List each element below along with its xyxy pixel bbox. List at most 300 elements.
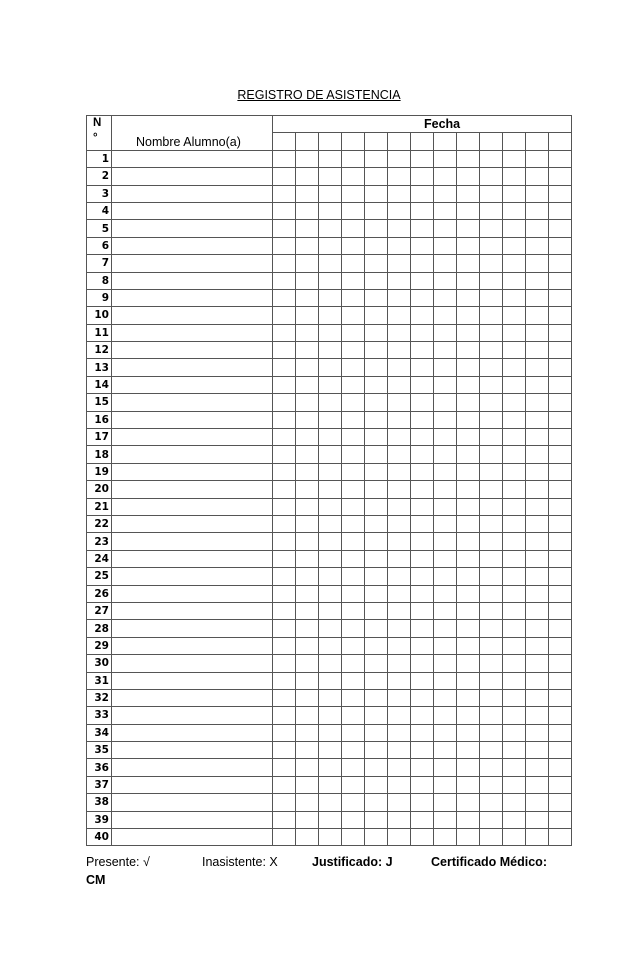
attendance-cell[interactable] [365,307,388,324]
attendance-cell[interactable] [319,394,342,411]
attendance-cell[interactable] [388,255,411,272]
student-name-cell[interactable] [112,411,273,428]
attendance-cell[interactable] [503,498,526,515]
attendance-cell[interactable] [434,637,457,654]
attendance-cell[interactable] [480,394,503,411]
attendance-cell[interactable] [388,811,411,828]
attendance-cell[interactable] [296,811,319,828]
attendance-cell[interactable] [296,237,319,254]
date-cell-header[interactable] [365,133,388,150]
attendance-cell[interactable] [457,637,480,654]
attendance-cell[interactable] [480,150,503,167]
attendance-cell[interactable] [273,463,296,480]
attendance-cell[interactable] [296,707,319,724]
attendance-cell[interactable] [503,307,526,324]
attendance-cell[interactable] [457,568,480,585]
attendance-cell[interactable] [411,394,434,411]
attendance-cell[interactable] [273,689,296,706]
attendance-cell[interactable] [411,376,434,393]
attendance-cell[interactable] [526,429,549,446]
attendance-cell[interactable] [388,776,411,793]
attendance-cell[interactable] [457,272,480,289]
attendance-cell[interactable] [296,515,319,532]
attendance-cell[interactable] [480,515,503,532]
attendance-cell[interactable] [434,550,457,567]
attendance-cell[interactable] [549,324,572,341]
attendance-cell[interactable] [319,707,342,724]
attendance-cell[interactable] [434,533,457,550]
attendance-cell[interactable] [273,307,296,324]
attendance-cell[interactable] [365,168,388,185]
attendance-cell[interactable] [319,759,342,776]
attendance-cell[interactable] [388,150,411,167]
student-name-cell[interactable] [112,759,273,776]
student-name-cell[interactable] [112,811,273,828]
attendance-cell[interactable] [411,724,434,741]
attendance-cell[interactable] [365,342,388,359]
attendance-cell[interactable] [434,394,457,411]
attendance-cell[interactable] [503,811,526,828]
attendance-cell[interactable] [480,620,503,637]
attendance-cell[interactable] [434,324,457,341]
attendance-cell[interactable] [342,620,365,637]
attendance-cell[interactable] [296,220,319,237]
attendance-cell[interactable] [319,672,342,689]
attendance-cell[interactable] [319,533,342,550]
attendance-cell[interactable] [503,602,526,619]
attendance-cell[interactable] [457,342,480,359]
attendance-cell[interactable] [480,255,503,272]
attendance-cell[interactable] [273,168,296,185]
attendance-cell[interactable] [526,672,549,689]
attendance-cell[interactable] [273,220,296,237]
attendance-cell[interactable] [457,481,480,498]
attendance-cell[interactable] [549,272,572,289]
attendance-cell[interactable] [480,568,503,585]
student-name-cell[interactable] [112,742,273,759]
student-name-cell[interactable] [112,342,273,359]
attendance-cell[interactable] [388,185,411,202]
student-name-cell[interactable] [112,324,273,341]
date-cell-header[interactable] [549,133,572,150]
attendance-cell[interactable] [526,602,549,619]
attendance-cell[interactable] [457,776,480,793]
attendance-cell[interactable] [503,463,526,480]
attendance-cell[interactable] [549,759,572,776]
attendance-cell[interactable] [365,811,388,828]
attendance-cell[interactable] [526,446,549,463]
attendance-cell[interactable] [411,759,434,776]
attendance-cell[interactable] [342,707,365,724]
attendance-cell[interactable] [388,202,411,219]
attendance-cell[interactable] [411,359,434,376]
attendance-cell[interactable] [503,481,526,498]
attendance-cell[interactable] [434,185,457,202]
attendance-cell[interactable] [457,550,480,567]
attendance-cell[interactable] [549,811,572,828]
attendance-cell[interactable] [319,202,342,219]
attendance-cell[interactable] [549,237,572,254]
attendance-cell[interactable] [411,463,434,480]
attendance-cell[interactable] [319,776,342,793]
attendance-cell[interactable] [319,185,342,202]
attendance-cell[interactable] [342,655,365,672]
attendance-cell[interactable] [319,237,342,254]
attendance-cell[interactable] [296,324,319,341]
attendance-cell[interactable] [342,550,365,567]
attendance-cell[interactable] [365,289,388,306]
attendance-cell[interactable] [296,672,319,689]
attendance-cell[interactable] [457,220,480,237]
attendance-cell[interactable] [434,794,457,811]
student-name-cell[interactable] [112,359,273,376]
attendance-cell[interactable] [342,463,365,480]
student-name-cell[interactable] [112,602,273,619]
attendance-cell[interactable] [480,759,503,776]
date-cell-header[interactable] [526,133,549,150]
attendance-cell[interactable] [549,533,572,550]
attendance-cell[interactable] [457,585,480,602]
attendance-cell[interactable] [365,429,388,446]
student-name-cell[interactable] [112,672,273,689]
attendance-cell[interactable] [434,446,457,463]
attendance-cell[interactable] [342,481,365,498]
attendance-cell[interactable] [457,811,480,828]
attendance-cell[interactable] [273,672,296,689]
attendance-cell[interactable] [342,411,365,428]
attendance-cell[interactable] [549,168,572,185]
attendance-cell[interactable] [319,307,342,324]
attendance-cell[interactable] [503,185,526,202]
attendance-cell[interactable] [388,759,411,776]
attendance-cell[interactable] [549,359,572,376]
attendance-cell[interactable] [342,394,365,411]
attendance-cell[interactable] [296,776,319,793]
attendance-cell[interactable] [503,150,526,167]
attendance-cell[interactable] [457,655,480,672]
attendance-cell[interactable] [434,463,457,480]
attendance-cell[interactable] [411,202,434,219]
attendance-cell[interactable] [480,446,503,463]
attendance-cell[interactable] [434,237,457,254]
attendance-cell[interactable] [273,776,296,793]
attendance-cell[interactable] [388,463,411,480]
student-name-cell[interactable] [112,515,273,532]
attendance-cell[interactable] [273,498,296,515]
attendance-cell[interactable] [273,568,296,585]
attendance-cell[interactable] [388,742,411,759]
attendance-cell[interactable] [457,602,480,619]
attendance-cell[interactable] [480,220,503,237]
attendance-cell[interactable] [342,637,365,654]
attendance-cell[interactable] [411,498,434,515]
attendance-cell[interactable] [480,533,503,550]
attendance-cell[interactable] [388,498,411,515]
attendance-cell[interactable] [365,550,388,567]
attendance-cell[interactable] [480,481,503,498]
attendance-cell[interactable] [296,394,319,411]
attendance-cell[interactable] [526,637,549,654]
attendance-cell[interactable] [296,829,319,846]
attendance-cell[interactable] [319,811,342,828]
attendance-cell[interactable] [526,185,549,202]
attendance-cell[interactable] [365,672,388,689]
attendance-cell[interactable] [457,724,480,741]
date-cell-header[interactable] [503,133,526,150]
attendance-cell[interactable] [273,655,296,672]
attendance-cell[interactable] [457,411,480,428]
student-name-cell[interactable] [112,620,273,637]
attendance-cell[interactable] [411,446,434,463]
attendance-cell[interactable] [526,463,549,480]
attendance-cell[interactable] [457,742,480,759]
attendance-cell[interactable] [411,220,434,237]
attendance-cell[interactable] [365,707,388,724]
attendance-cell[interactable] [296,550,319,567]
attendance-cell[interactable] [388,446,411,463]
attendance-cell[interactable] [503,255,526,272]
attendance-cell[interactable] [526,202,549,219]
attendance-cell[interactable] [319,446,342,463]
attendance-cell[interactable] [319,324,342,341]
attendance-cell[interactable] [273,811,296,828]
attendance-cell[interactable] [549,550,572,567]
attendance-cell[interactable] [434,742,457,759]
attendance-cell[interactable] [273,829,296,846]
attendance-cell[interactable] [273,272,296,289]
attendance-cell[interactable] [434,498,457,515]
attendance-cell[interactable] [457,168,480,185]
attendance-cell[interactable] [296,359,319,376]
attendance-cell[interactable] [319,272,342,289]
attendance-cell[interactable] [526,620,549,637]
attendance-cell[interactable] [388,289,411,306]
attendance-cell[interactable] [388,568,411,585]
attendance-cell[interactable] [388,672,411,689]
attendance-cell[interactable] [503,429,526,446]
attendance-cell[interactable] [411,324,434,341]
attendance-cell[interactable] [457,829,480,846]
attendance-cell[interactable] [388,220,411,237]
attendance-cell[interactable] [273,394,296,411]
attendance-cell[interactable] [526,794,549,811]
attendance-cell[interactable] [503,724,526,741]
attendance-cell[interactable] [549,255,572,272]
attendance-cell[interactable] [342,811,365,828]
attendance-cell[interactable] [480,411,503,428]
attendance-cell[interactable] [503,237,526,254]
attendance-cell[interactable] [411,672,434,689]
student-name-cell[interactable] [112,829,273,846]
attendance-cell[interactable] [503,272,526,289]
attendance-cell[interactable] [365,463,388,480]
attendance-cell[interactable] [457,498,480,515]
student-name-cell[interactable] [112,533,273,550]
attendance-cell[interactable] [342,237,365,254]
attendance-cell[interactable] [549,202,572,219]
attendance-cell[interactable] [365,202,388,219]
attendance-cell[interactable] [503,515,526,532]
attendance-cell[interactable] [549,411,572,428]
attendance-cell[interactable] [365,620,388,637]
attendance-cell[interactable] [342,168,365,185]
attendance-cell[interactable] [549,620,572,637]
attendance-cell[interactable] [273,202,296,219]
attendance-cell[interactable] [434,150,457,167]
student-name-cell[interactable] [112,289,273,306]
attendance-cell[interactable] [342,324,365,341]
attendance-cell[interactable] [480,550,503,567]
attendance-cell[interactable] [388,602,411,619]
attendance-cell[interactable] [296,794,319,811]
attendance-cell[interactable] [434,672,457,689]
attendance-cell[interactable] [365,759,388,776]
attendance-cell[interactable] [296,272,319,289]
attendance-cell[interactable] [434,481,457,498]
student-name-cell[interactable] [112,272,273,289]
attendance-cell[interactable] [273,533,296,550]
attendance-cell[interactable] [296,533,319,550]
attendance-cell[interactable] [549,742,572,759]
attendance-cell[interactable] [273,376,296,393]
attendance-cell[interactable] [549,724,572,741]
attendance-cell[interactable] [342,568,365,585]
attendance-cell[interactable] [365,533,388,550]
attendance-cell[interactable] [365,568,388,585]
attendance-cell[interactable] [503,324,526,341]
attendance-cell[interactable] [480,307,503,324]
attendance-cell[interactable] [273,637,296,654]
student-name-cell[interactable] [112,202,273,219]
attendance-cell[interactable] [503,742,526,759]
attendance-cell[interactable] [503,707,526,724]
student-name-cell[interactable] [112,707,273,724]
attendance-cell[interactable] [526,707,549,724]
attendance-cell[interactable] [365,498,388,515]
attendance-cell[interactable] [296,655,319,672]
attendance-cell[interactable] [411,637,434,654]
date-cell-header[interactable] [434,133,457,150]
attendance-cell[interactable] [342,829,365,846]
attendance-cell[interactable] [342,776,365,793]
attendance-cell[interactable] [365,237,388,254]
attendance-cell[interactable] [296,446,319,463]
attendance-cell[interactable] [296,498,319,515]
attendance-cell[interactable] [342,724,365,741]
attendance-cell[interactable] [503,359,526,376]
attendance-cell[interactable] [503,568,526,585]
attendance-cell[interactable] [388,481,411,498]
attendance-cell[interactable] [549,585,572,602]
attendance-cell[interactable] [296,481,319,498]
attendance-cell[interactable] [503,411,526,428]
attendance-cell[interactable] [480,724,503,741]
attendance-cell[interactable] [549,707,572,724]
attendance-cell[interactable] [503,689,526,706]
attendance-cell[interactable] [549,307,572,324]
attendance-cell[interactable] [388,550,411,567]
attendance-cell[interactable] [388,533,411,550]
student-name-cell[interactable] [112,168,273,185]
attendance-cell[interactable] [273,602,296,619]
attendance-cell[interactable] [296,759,319,776]
attendance-cell[interactable] [549,602,572,619]
attendance-cell[interactable] [319,220,342,237]
attendance-cell[interactable] [365,150,388,167]
attendance-cell[interactable] [480,672,503,689]
attendance-cell[interactable] [549,150,572,167]
date-cell-header[interactable] [342,133,365,150]
attendance-cell[interactable] [526,568,549,585]
attendance-cell[interactable] [273,446,296,463]
attendance-cell[interactable] [365,446,388,463]
attendance-cell[interactable] [549,776,572,793]
attendance-cell[interactable] [365,324,388,341]
student-name-cell[interactable] [112,307,273,324]
attendance-cell[interactable] [342,515,365,532]
attendance-cell[interactable] [296,585,319,602]
attendance-cell[interactable] [365,394,388,411]
attendance-cell[interactable] [526,759,549,776]
attendance-cell[interactable] [273,185,296,202]
attendance-cell[interactable] [480,202,503,219]
attendance-cell[interactable] [526,237,549,254]
attendance-cell[interactable] [480,498,503,515]
attendance-cell[interactable] [526,220,549,237]
student-name-cell[interactable] [112,185,273,202]
attendance-cell[interactable] [411,237,434,254]
attendance-cell[interactable] [319,829,342,846]
attendance-cell[interactable] [342,255,365,272]
attendance-cell[interactable] [342,794,365,811]
attendance-cell[interactable] [549,829,572,846]
attendance-cell[interactable] [457,533,480,550]
attendance-cell[interactable] [526,342,549,359]
attendance-cell[interactable] [503,289,526,306]
attendance-cell[interactable] [342,272,365,289]
attendance-cell[interactable] [411,307,434,324]
attendance-cell[interactable] [480,689,503,706]
attendance-cell[interactable] [365,637,388,654]
attendance-cell[interactable] [503,829,526,846]
attendance-cell[interactable] [480,237,503,254]
attendance-cell[interactable] [526,289,549,306]
attendance-cell[interactable] [411,620,434,637]
attendance-cell[interactable] [388,689,411,706]
attendance-cell[interactable] [411,515,434,532]
attendance-cell[interactable] [549,515,572,532]
attendance-cell[interactable] [319,620,342,637]
attendance-cell[interactable] [296,637,319,654]
attendance-cell[interactable] [388,307,411,324]
attendance-cell[interactable] [365,411,388,428]
attendance-cell[interactable] [365,689,388,706]
attendance-cell[interactable] [526,376,549,393]
attendance-cell[interactable] [503,533,526,550]
attendance-cell[interactable] [457,202,480,219]
attendance-cell[interactable] [434,202,457,219]
attendance-cell[interactable] [549,672,572,689]
attendance-cell[interactable] [480,707,503,724]
attendance-cell[interactable] [549,394,572,411]
attendance-cell[interactable] [457,150,480,167]
attendance-cell[interactable] [411,411,434,428]
attendance-cell[interactable] [434,829,457,846]
attendance-cell[interactable] [480,463,503,480]
attendance-cell[interactable] [480,359,503,376]
attendance-cell[interactable] [434,602,457,619]
attendance-cell[interactable] [457,394,480,411]
